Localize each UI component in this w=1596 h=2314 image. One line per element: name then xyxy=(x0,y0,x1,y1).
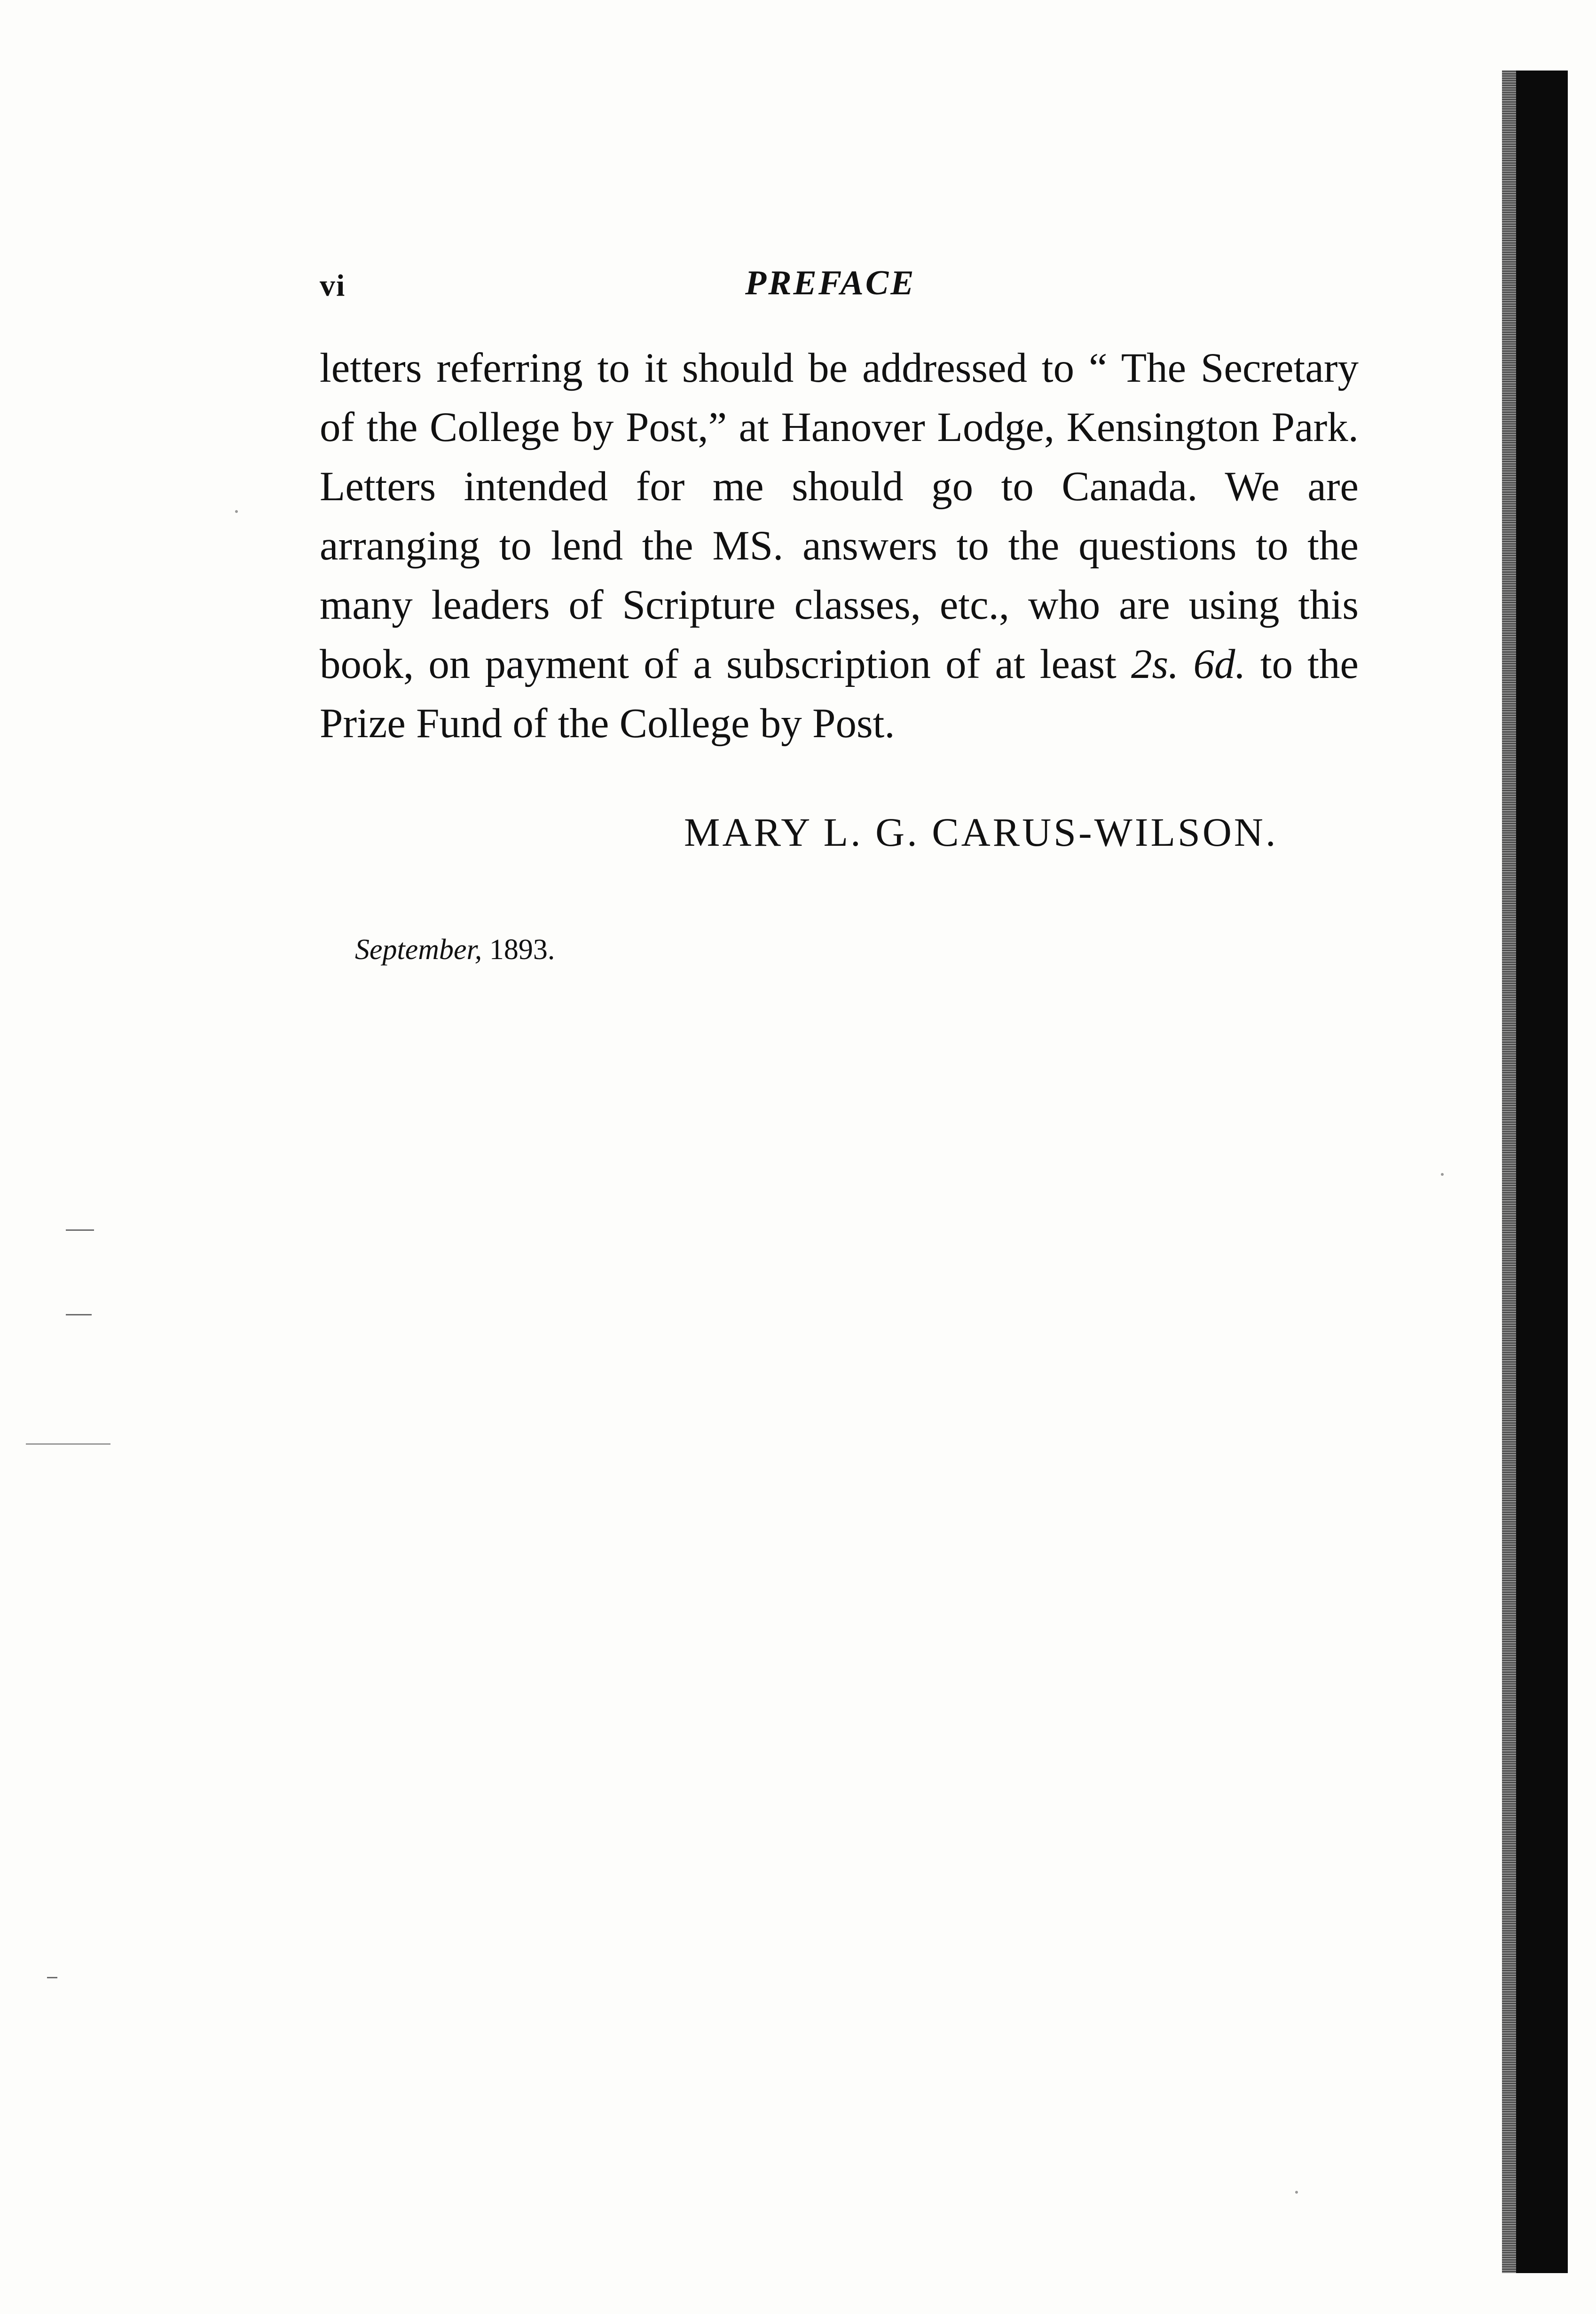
dateline-year: 1893. xyxy=(489,934,555,966)
margin-mark xyxy=(66,1229,94,1231)
margin-mark xyxy=(26,1443,110,1445)
preface-paragraph xyxy=(320,338,1359,753)
subscription-amount: 2s. 6d. xyxy=(1131,641,1246,687)
running-title: PREFACE xyxy=(745,264,916,302)
margin-mark xyxy=(47,1977,57,1978)
dateline xyxy=(355,933,555,967)
paragraph-text-end: to the Prize Fund of the College by Post. xyxy=(320,641,1359,747)
author-signature: MARY L. G. CARUS-WILSON. xyxy=(684,810,1278,855)
binding-strip xyxy=(1516,71,1568,2273)
speck xyxy=(1295,2191,1298,2194)
paragraph xyxy=(320,338,1359,753)
speck xyxy=(235,510,238,513)
page-number: vi xyxy=(320,268,346,303)
dateline-month: September, xyxy=(355,934,482,966)
margin-mark xyxy=(66,1314,92,1315)
running-head xyxy=(320,263,1354,315)
paragraph-text: letters referring to it should be addressed to “ The Secretary of the College by Post,” at Hanover Lodge, Kensington Park. Letters intended for me should go to Canada. We are arranging to lend the MS. answers to the questions to the many leaders of Scripture classes, etc., who are using this book, on payment of a subscription of at least xyxy=(320,345,1359,687)
speck xyxy=(1441,1173,1444,1176)
